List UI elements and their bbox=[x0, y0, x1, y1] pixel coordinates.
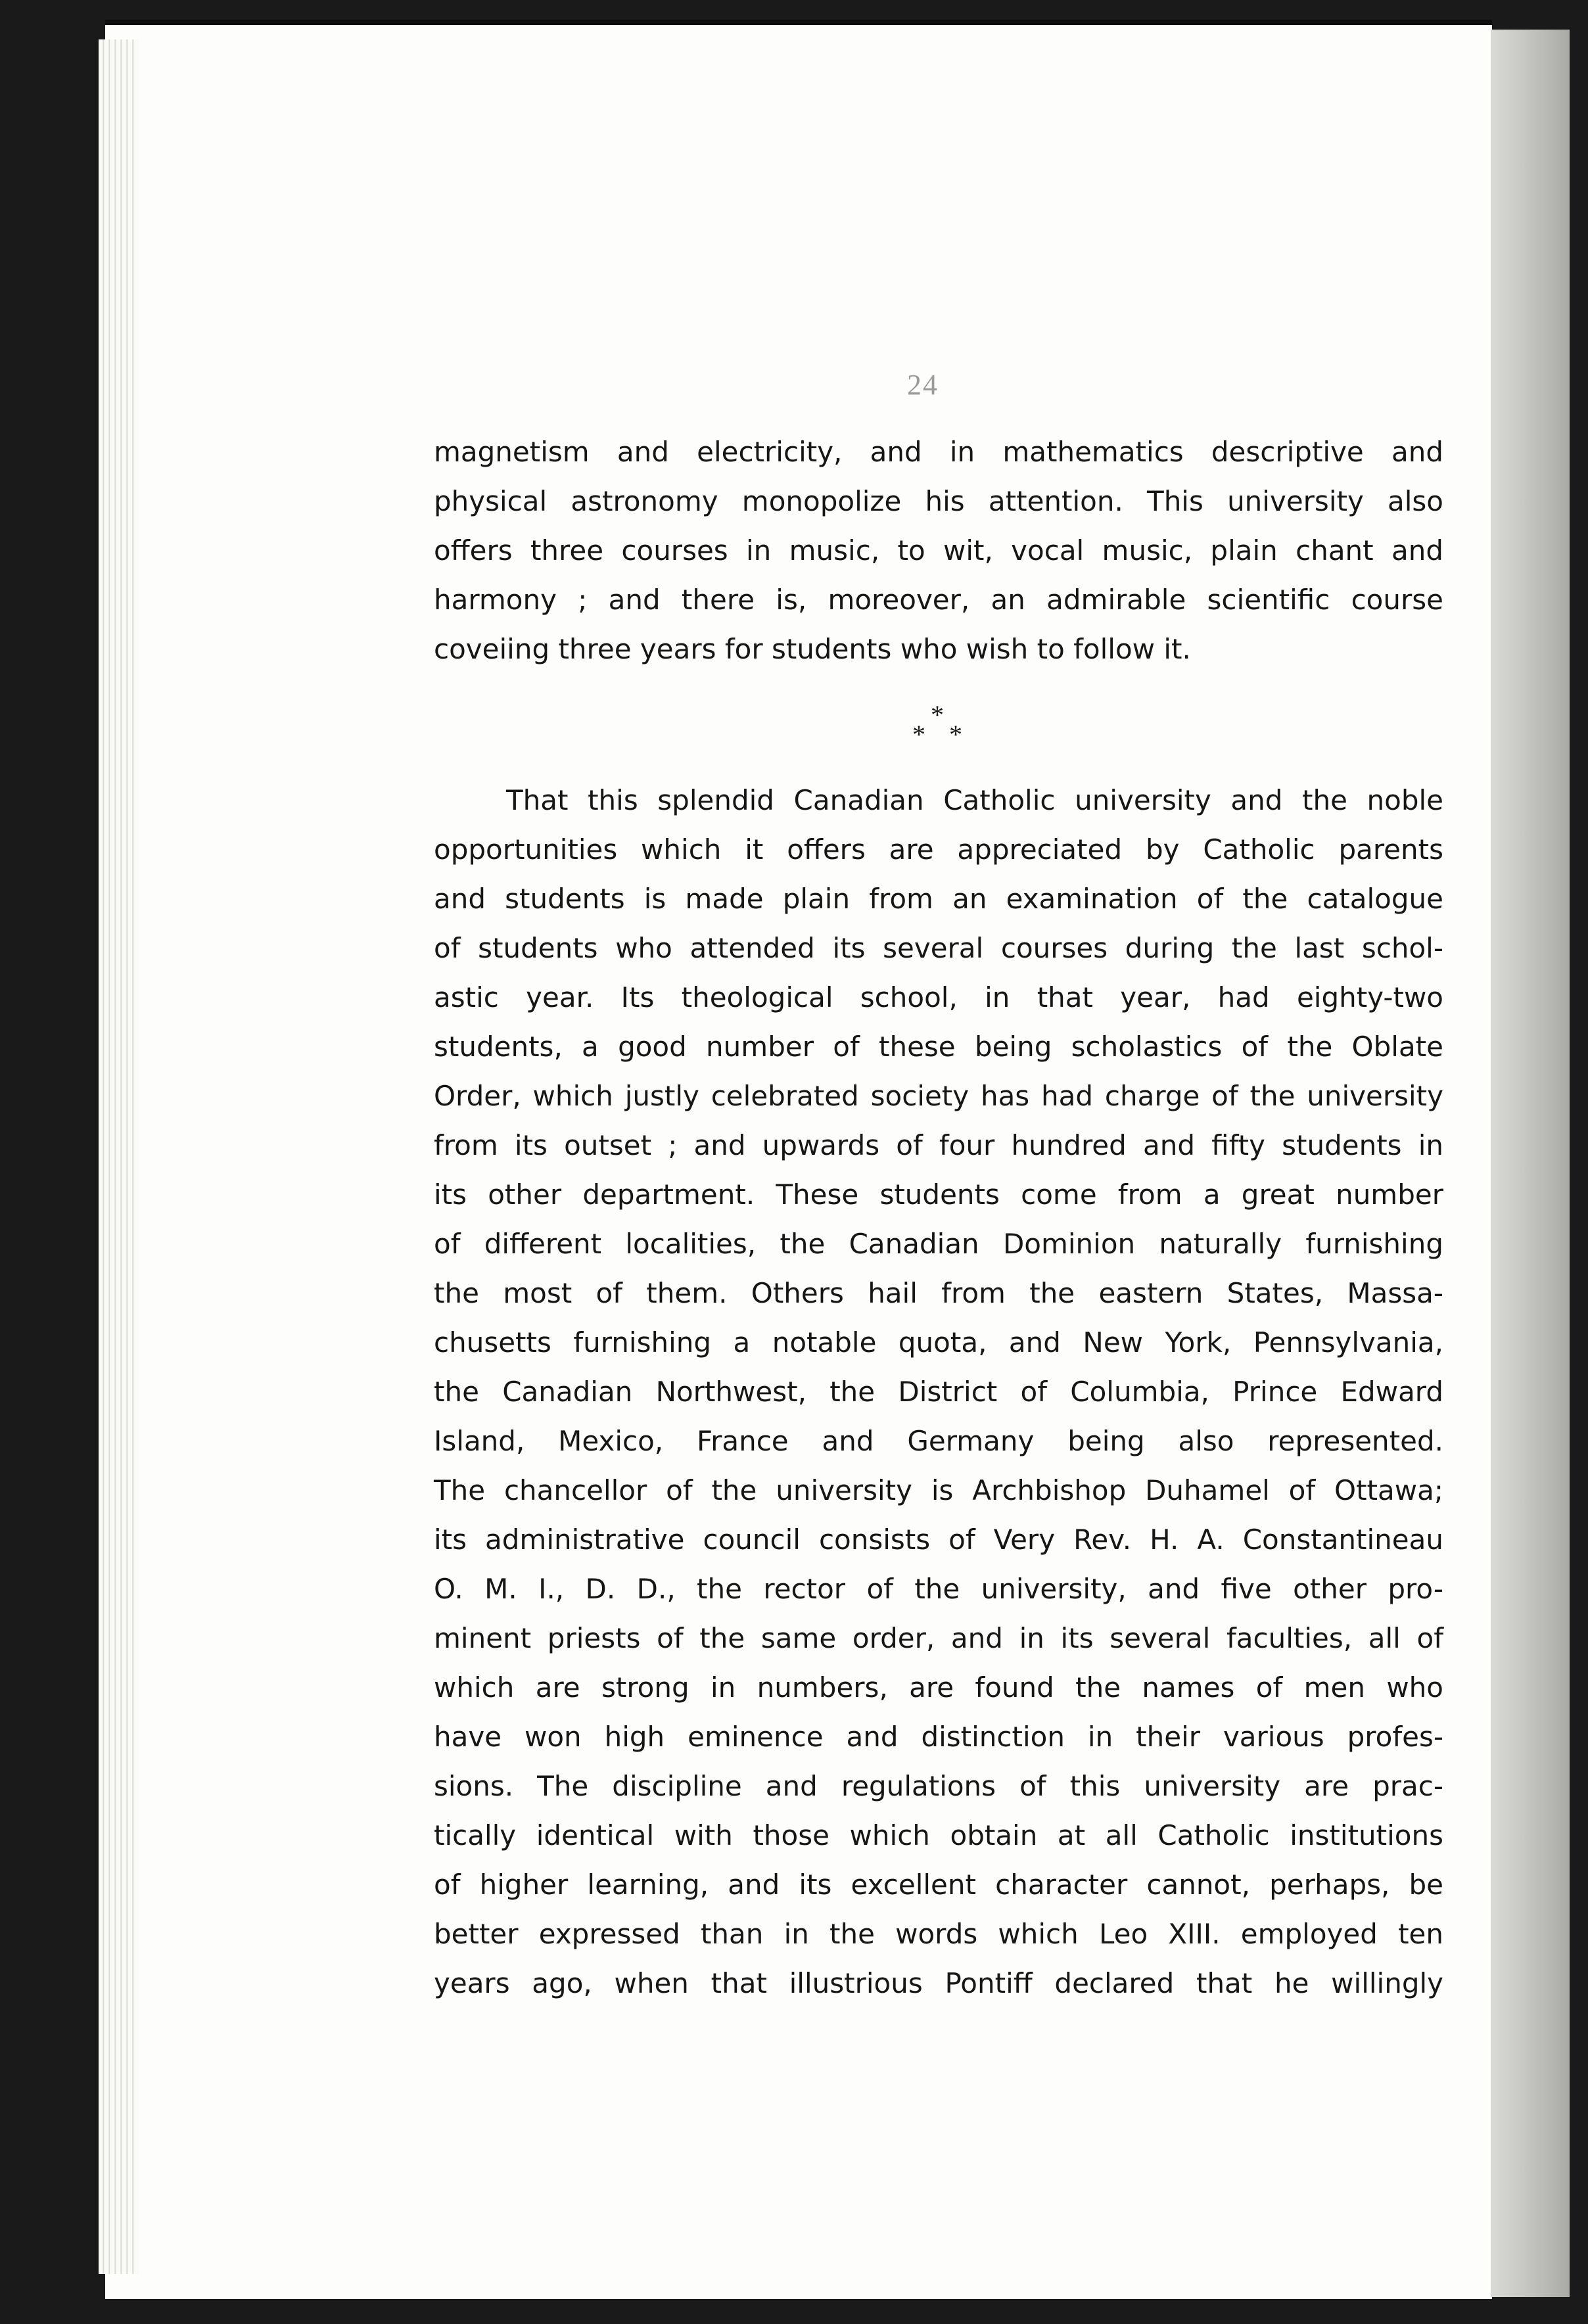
text-line: Island, Mexico, France and Germany being also represented. bbox=[434, 1425, 1443, 1457]
binding-edge bbox=[1491, 30, 1570, 2297]
text-line: and students is made plain from an examination of the catalogue bbox=[434, 883, 1443, 915]
text-line: magnetism and electricity, and in mathematics descriptive and bbox=[434, 436, 1443, 468]
text-line: its other department. These students come from a great number bbox=[434, 1178, 1443, 1211]
text-line: coveiing three years for students who wish to follow it. bbox=[434, 633, 1191, 665]
text-line: physical astronomy monopolize his attention. This university also bbox=[434, 485, 1443, 517]
text-line: the Canadian Northwest, the District of Columbia, Prince Edward bbox=[434, 1376, 1443, 1408]
text-line: have won high eminence and distinction in their various profes- bbox=[434, 1721, 1443, 1753]
text-line: O. M. I., D. D., the rector of the university, and five other pro- bbox=[434, 1573, 1443, 1605]
text-line: harmony ; and there is, moreover, an admirable scientific course bbox=[434, 584, 1443, 616]
page-number: 24 bbox=[907, 369, 939, 401]
text-line: opportunities which it offers are appreciated by Catholic parents bbox=[434, 833, 1443, 866]
text-line: of students who attended its several courses during the last schol- bbox=[434, 932, 1443, 964]
text-line: That this splendid Canadian Catholic university and the noble bbox=[506, 784, 1443, 816]
asterism-divider bbox=[907, 702, 986, 755]
text-line: offers three courses in music, to wit, vocal music, plain chant and bbox=[434, 534, 1443, 567]
paragraph-2 bbox=[434, 776, 1443, 2008]
text-line: its administrative council consists of Very Rev. H. A. Constantineau bbox=[434, 1523, 1443, 1556]
text-line: of higher learning, and its excellent character cannot, perhaps, be bbox=[434, 1869, 1443, 1901]
text-line: minent priests of the same order, and in its several faculties, all of bbox=[434, 1622, 1443, 1654]
text-line: years ago, when that illustrious Pontiff declared that he willingly bbox=[434, 1967, 1443, 1999]
asterism-star: * bbox=[949, 720, 962, 749]
text-line: which are strong in numbers, are found the names of men who bbox=[434, 1671, 1443, 1704]
text-line: Order, which justly celebrated society has had charge of the university bbox=[434, 1080, 1443, 1112]
asterism-star: * bbox=[912, 720, 925, 749]
text-line: from its outset ; and upwards of four hundred and fifty students in bbox=[434, 1129, 1443, 1161]
text-line: the most of them. Others hail from the eastern States, Massa- bbox=[434, 1277, 1443, 1309]
text-line: tically identical with those which obtain at all Catholic institutions bbox=[434, 1819, 1443, 1851]
text-line: students, a good number of these being scholastics of the Oblate bbox=[434, 1031, 1443, 1063]
text-line: astic year. Its theological school, in that year, had eighty-two bbox=[434, 981, 1443, 1013]
text-line: better expressed than in the words which Leo XIII. employed ten bbox=[434, 1918, 1443, 1950]
text-line: The chancellor of the university is Archbishop Duhamel of Ottawa; bbox=[434, 1474, 1443, 1506]
page-edge-stack bbox=[99, 39, 138, 2274]
asterism-star: * bbox=[931, 700, 944, 730]
text-line: of different localities, the Canadian Dominion naturally furnishing bbox=[434, 1228, 1443, 1260]
paragraph-1 bbox=[434, 427, 1443, 674]
text-line: chusetts furnishing a notable quota, and New York, Pennsylvania, bbox=[434, 1326, 1443, 1359]
text-line: sions. The discipline and regulations of this university are prac- bbox=[434, 1770, 1443, 1802]
